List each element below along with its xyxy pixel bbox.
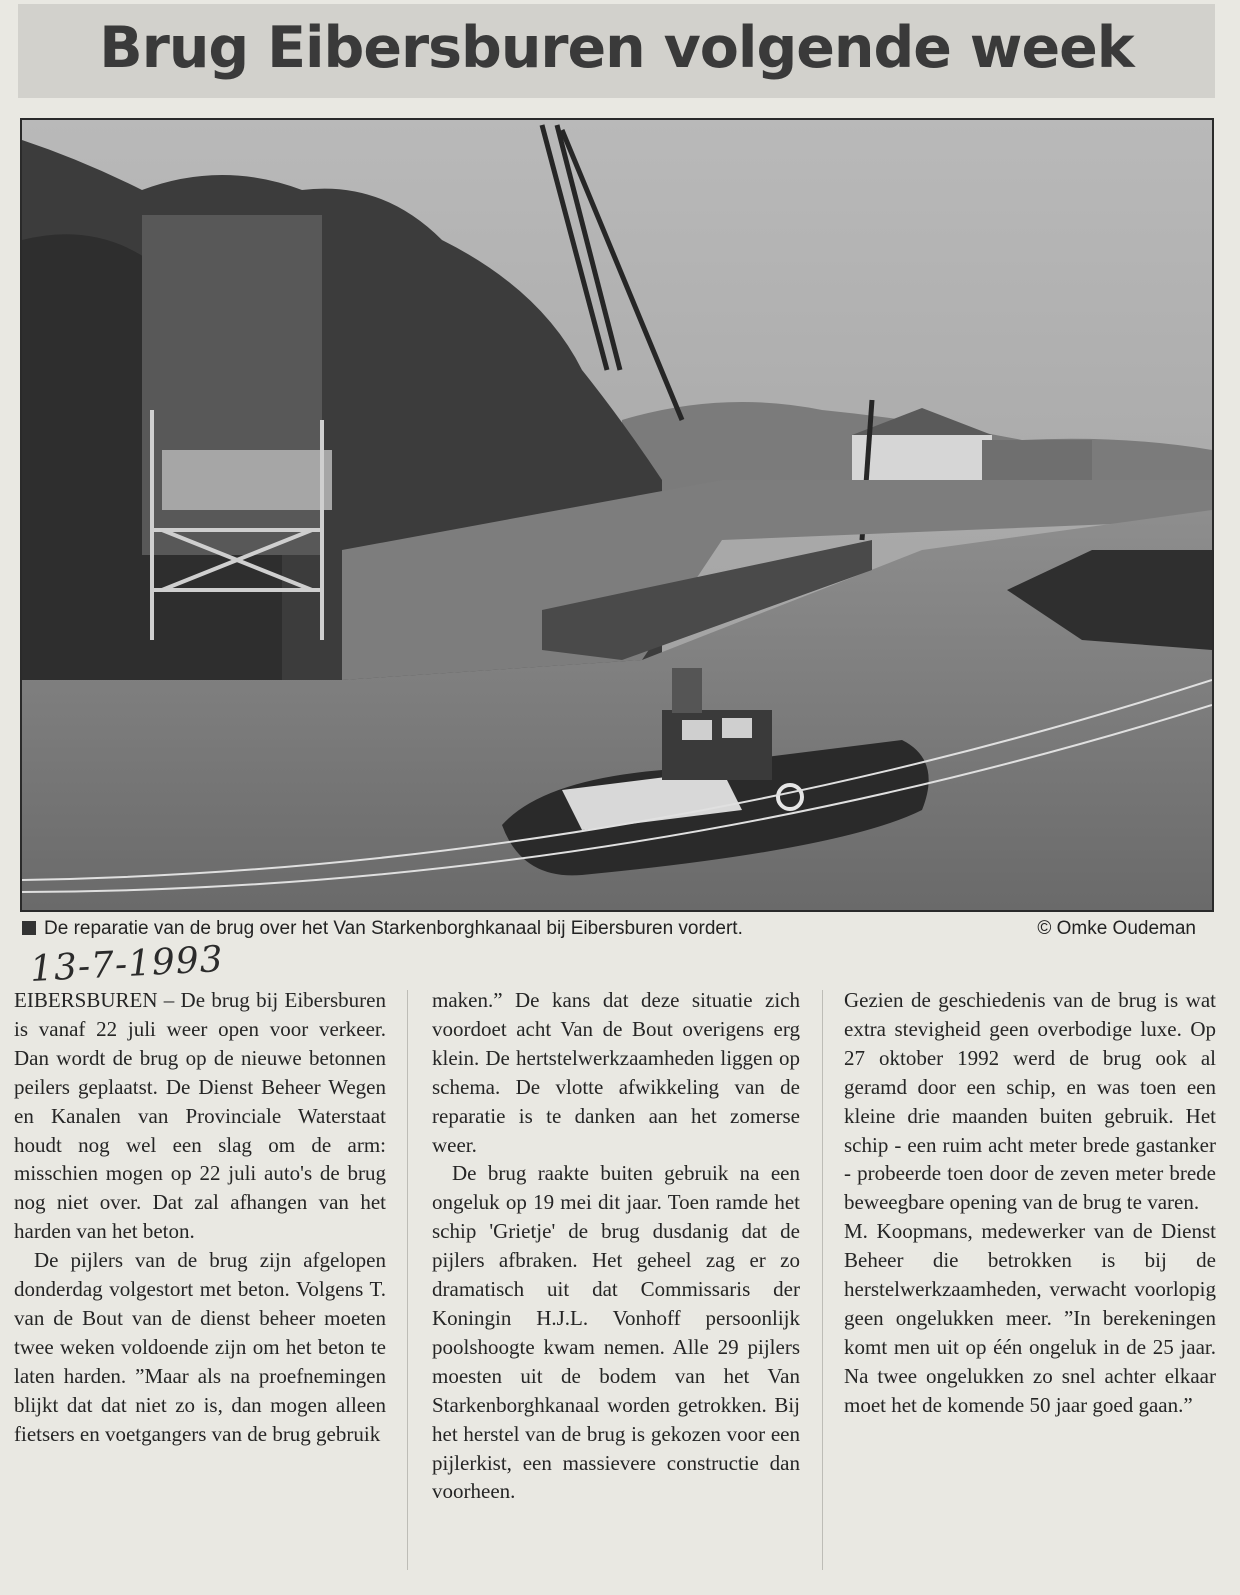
column-divider <box>822 990 823 1570</box>
article-column-2 <box>432 986 800 1506</box>
headline-bar <box>18 4 1215 98</box>
column2-paragraph-1: maken.” De kans dat deze situatie zich voordoet acht Van de Bout overigens erg klein. De hertstelwerkzaamheden liggen op schema. De vlotte afwikkeling van de reparatie is te danken aan het zomerse weer. <box>432 988 800 1157</box>
caption-text: De reparatie van de brug over het Van Starkenborghkanaal bij Eibersburen vordert. <box>44 918 743 939</box>
photo-credit: © Omke Oudeman <box>1037 918 1196 939</box>
dateline: EIBERSBUREN <box>14 988 158 1012</box>
handwritten-date: 13-7-1993 <box>29 938 225 991</box>
article-column-1 <box>14 986 386 1449</box>
column1-paragraph-1: – De brug bij Eibersburen is vanaf 22 juli weer open voor verkeer. Dan wordt de brug op de nieuwe betonnen peilers geplaatst. De Dienst Beheer Wegen en Kanalen van Provinciale Waterstaat houdt nog wel een slag om de arm: misschien mogen op 22 juli auto's de brug nog niet over. Dat zal afhangen van het harden van het beton. <box>14 988 386 1244</box>
column-divider <box>407 990 408 1570</box>
column1-paragraph-2: De pijlers van de brug zijn afgelopen donderdag volgestort met beton. Volgens T. van de Bout van de dienst beheer moeten twee weken voldoende zijn om het beton te laten harden. ”Maar als na proefnemingen blijkt dat dat niet zo is, dan mogen alleen fietsers en voetgangers van de brug gebruik <box>14 1248 386 1446</box>
article-column-3 <box>844 986 1216 1420</box>
column3-paragraph-2: M. Koopmans, medewerker van de Dienst Beheer die betrokken is bij de herstelwerkzaamheden, verwacht voorlopig geen ongelukken meer. ”In berekeningen komt men uit op één ongeluk in de 25 jaar. Na twee ongelukken zo snel achter elkaar moet het de komende 50 jaar goed gaan.” <box>844 1219 1216 1417</box>
caption-bullet-icon <box>22 921 36 935</box>
column2-paragraph-2: De brug raakte buiten gebruik na een ongeluk op 19 mei dit jaar. Toen ramde het schip 'Grietje' de brug dusdanig dat de pijlers afbraken. Het geheel zag er zo dramatisch uit dat Commissaris der Koningin H.J.L. Vonhoff persoonlijk poolshoogte kwam nemen. Alle 29 pijlers moesten uit de bodem van het Van Starkenborghkanaal worden getrokken. Bij het herstel van de brug is gekozen voor een pijlerkist, een massievere constructie dan voorheen. <box>432 1161 800 1504</box>
headline: Brug Eibersburen volgende week <box>99 15 1134 81</box>
photo-of-bridge-repair-icon <box>22 120 1212 910</box>
column3-paragraph-1: Gezien de geschiedenis van de brug is wat extra stevigheid geen overbodige luxe. Op 27 oktober 1992 werd de brug ook al geramd door een schip, en was toen een kleine drie maanden buiten gebruik. Het schip - een ruim acht meter brede gastanker - probeerde toen door de zeven meter brede beweegbare opening van de brug te varen. <box>844 988 1216 1215</box>
article-photo <box>20 118 1214 912</box>
